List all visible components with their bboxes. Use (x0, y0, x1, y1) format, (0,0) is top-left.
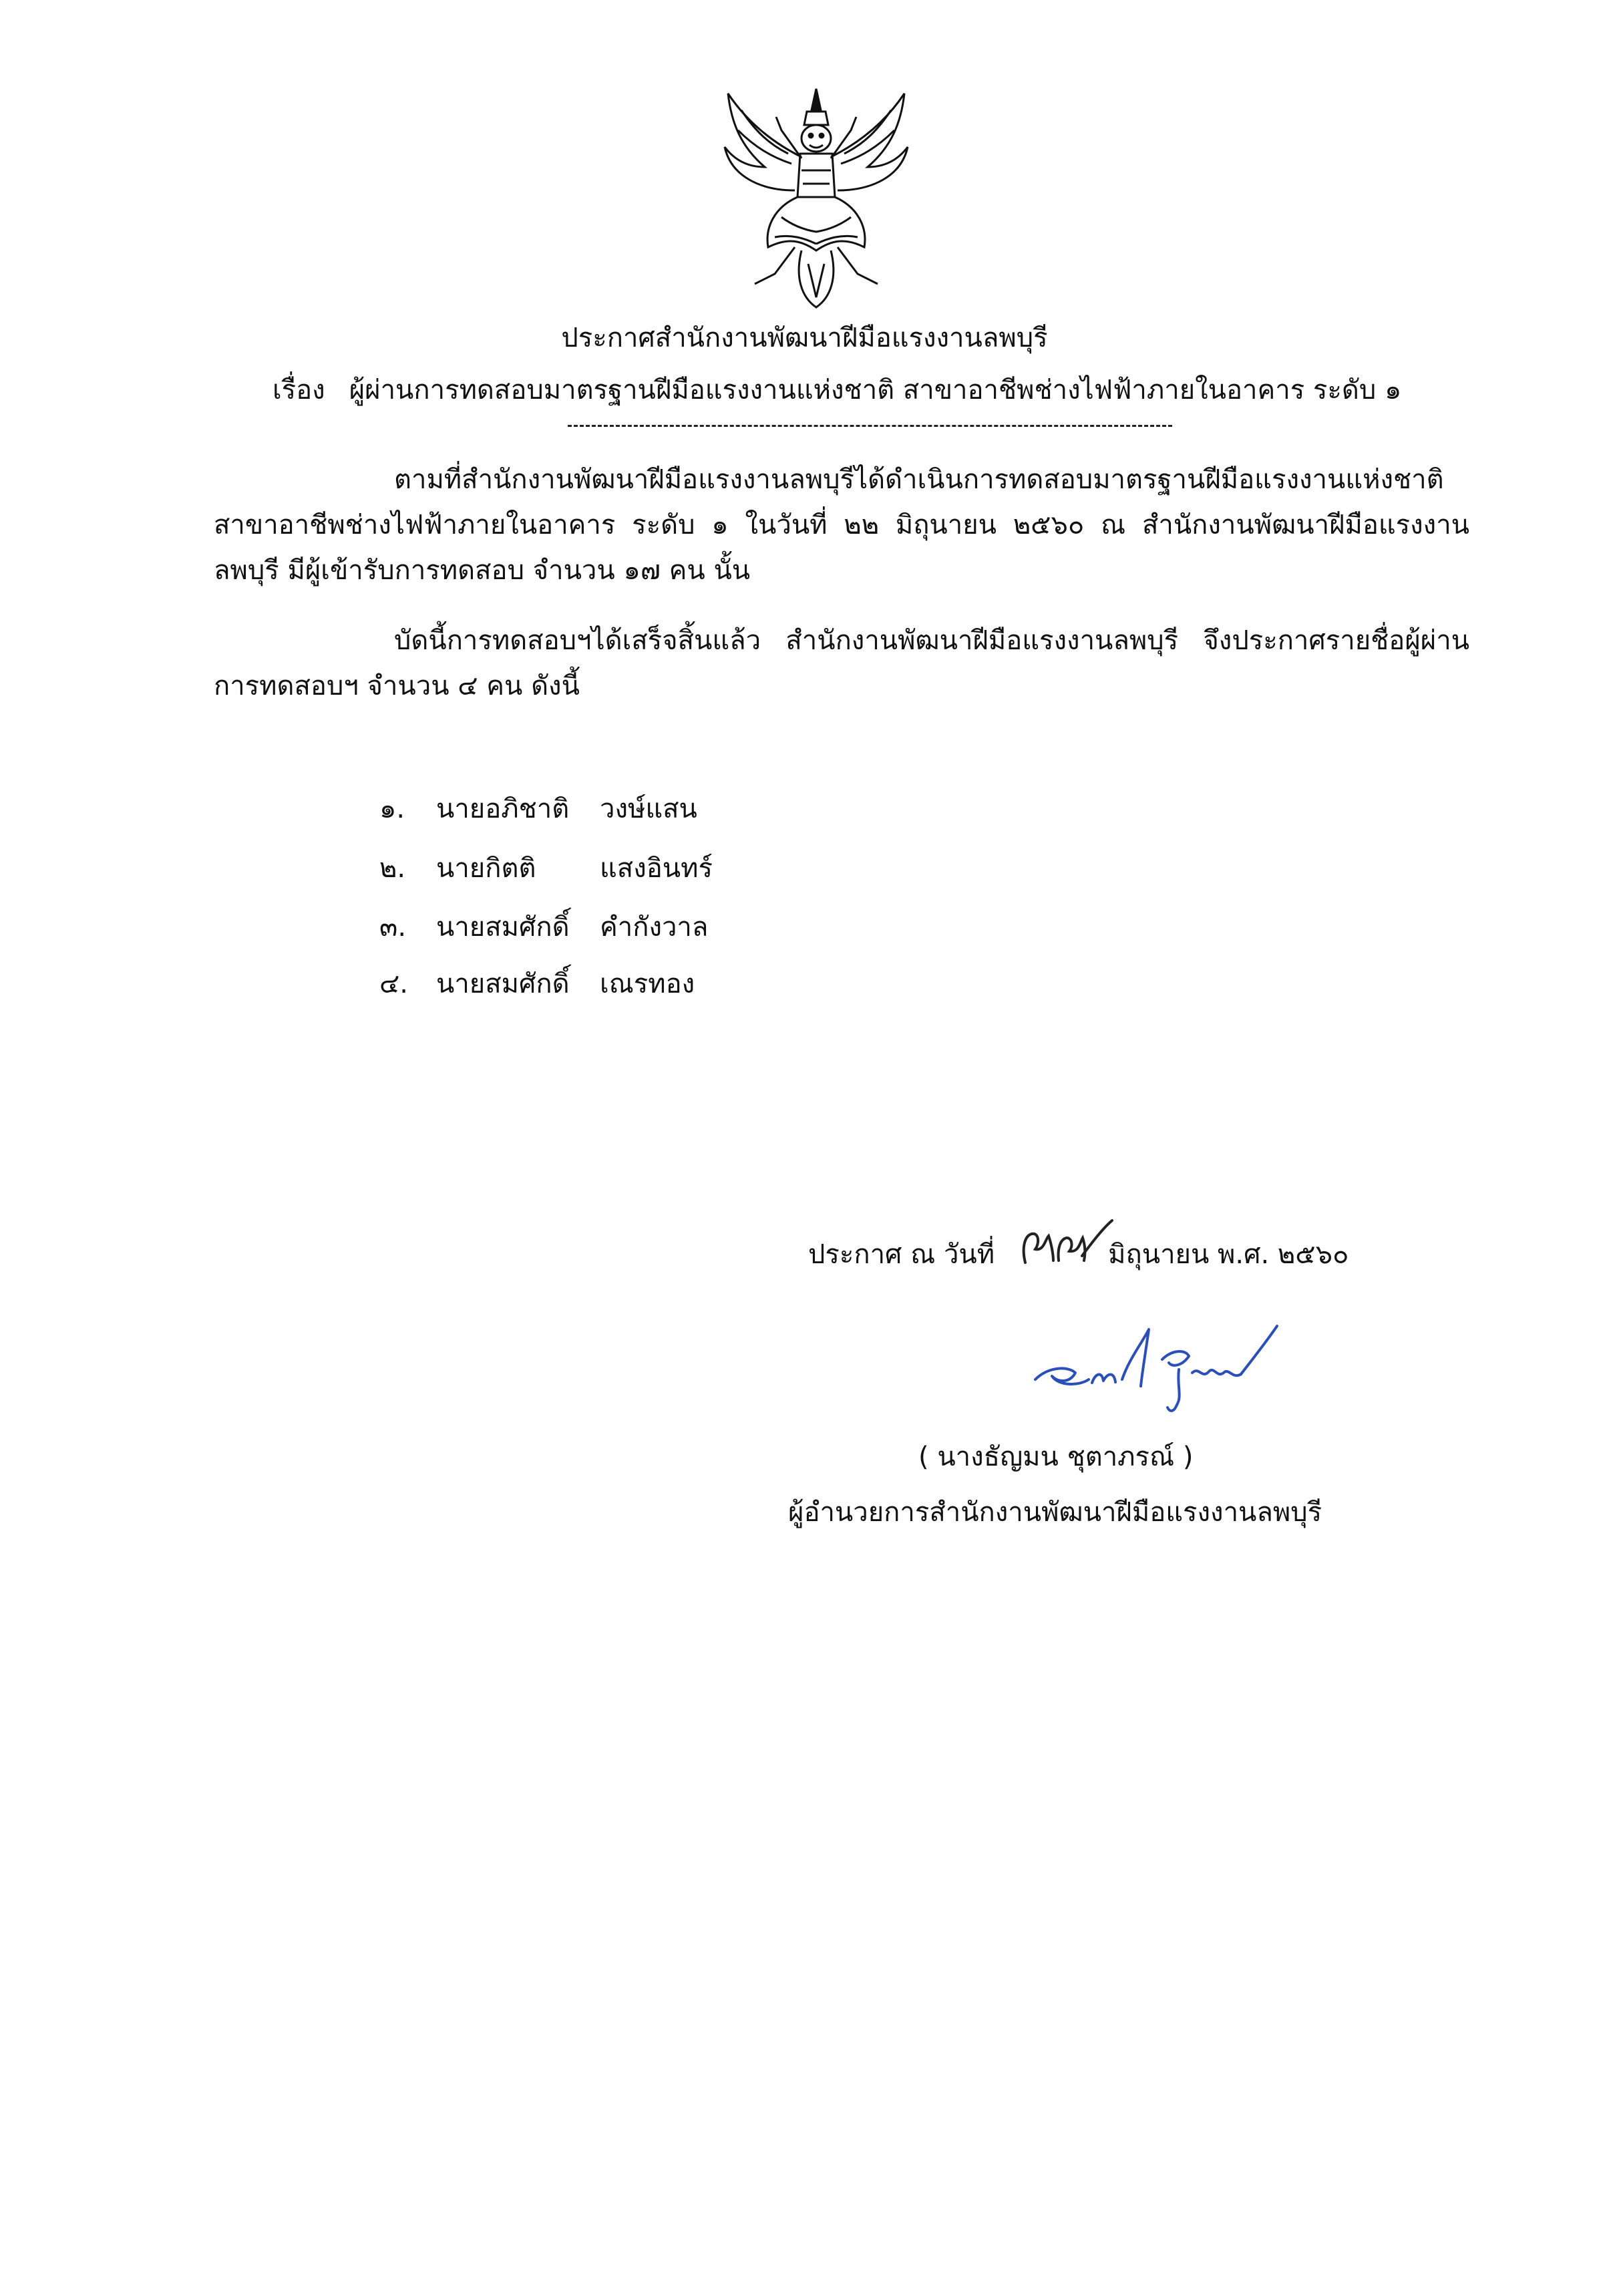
paragraph-intro: ตามที่สำนักงานพัฒนาฝีมือแรงงานลพบุรีได้ดำเนินการทดสอบมาตรฐานฝีมือแรงงานแห่งชาติ สาขาอาชีพช่างไฟฟ้าภายในอาคาร ระดับ ๑ ในวันที่ ๒๒ มิถุนายน ๒๕๖๐ ณ สำนักงานพัฒนาฝีมือแรงงานลพบุรี มีผู้เข้ารับการทดสอบ จำนวน ๑๗ คน นั้น (214, 464, 1469, 586)
garuda-emblem-icon (701, 84, 932, 314)
passer-number: ๑. (379, 794, 405, 824)
passer-row (379, 967, 695, 1001)
passer-last-name: แสงอินทร์ (600, 853, 713, 884)
passer-number: ๔. (379, 969, 408, 999)
passer-row (379, 851, 713, 886)
passer-last-name: เณรทอง (600, 969, 695, 999)
subject-text: ผู้ผ่านการทดสอบมาตรฐานฝีมือแรงงานแห่งชาติ สาขาอาชีพช่างไฟฟ้าภายในอาคาร ระดับ ๑ (349, 375, 1402, 405)
divider-line (568, 425, 1172, 427)
passer-row (379, 792, 697, 826)
date-prefix: ประกาศ ณ วันที่ (808, 1239, 995, 1270)
passer-first-name: นายอภิชาติ (436, 794, 570, 824)
signer-name: ( นางธัญมน ชุตาภรณ์ ) (918, 1442, 1194, 1472)
signature-mark (1029, 1319, 1289, 1420)
subject-label: เรื่อง (273, 375, 325, 405)
passer-row (379, 910, 708, 945)
passer-first-name: นายสมศักดิ์ (436, 912, 570, 943)
handwritten-day-mark (1019, 1219, 1115, 1269)
passer-last-name: คำกังวาล (600, 912, 709, 943)
passer-number: ๓. (379, 912, 407, 943)
subject-line (273, 373, 1401, 407)
passer-number: ๒. (379, 853, 406, 884)
passer-last-name: วงษ์แสน (600, 794, 697, 824)
passer-first-name: นายสมศักดิ์ (436, 969, 570, 999)
signer-position: ผู้อำนวยการสำนักงานพัฒนาฝีมือแรงงานลพบุรี (788, 1497, 1322, 1528)
date-suffix: มิถุนายน พ.ศ. ๒๕๖๐ (1108, 1239, 1349, 1270)
passer-first-name: นายกิตติ (436, 853, 536, 884)
paragraph-announcement: บัดนี้การทดสอบฯได้เสร็จสิ้นแล้ว สำนักงานพัฒนาฝีมือแรงงานลพบุรี จึงประกาศรายชื่อผู้ผ่านการทดสอบฯ จำนวน ๔ คน ดังนี้ (214, 625, 1469, 701)
announcement-title: ประกาศสำนักงานพัฒนาฝีมือแรงงานลพบุรี (561, 323, 1048, 353)
